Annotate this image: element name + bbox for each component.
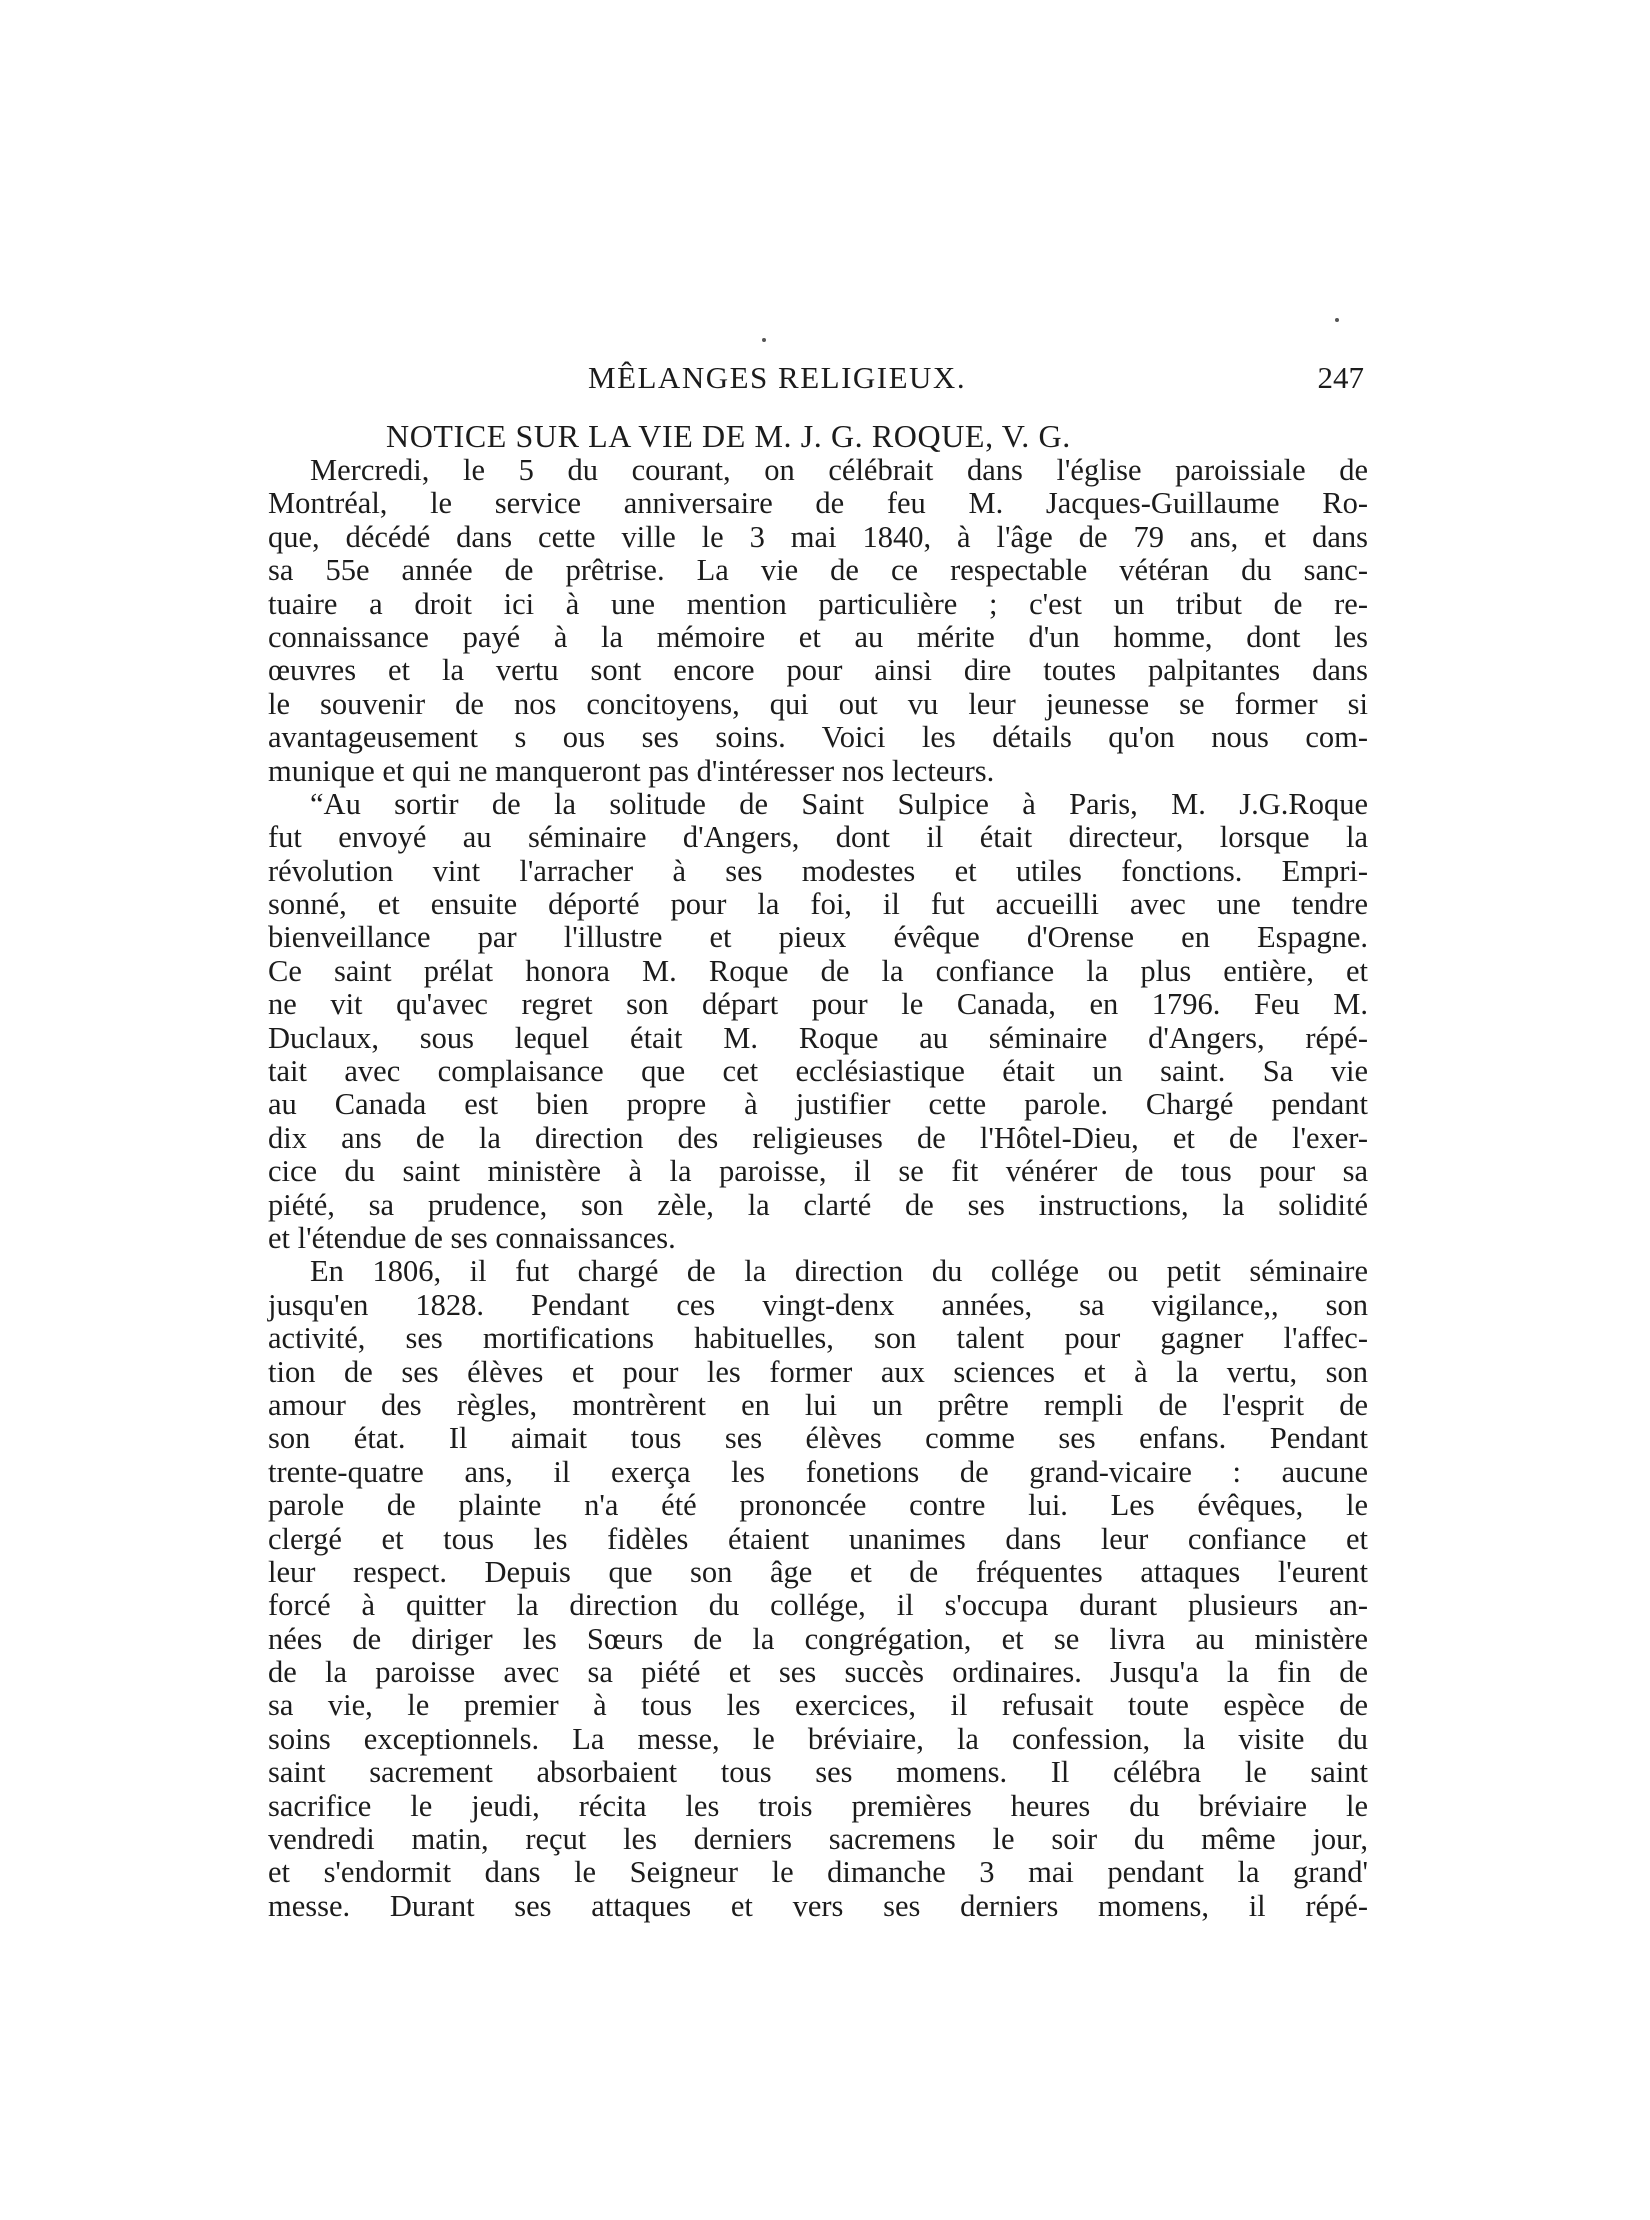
text-line: fut envoyé au séminaire d'Angers, dont il était directeur, lorsque la — [268, 820, 1368, 855]
text-line: trente-quatre ans, il exerça les fonetions de grand-vicaire : aucune — [268, 1454, 1368, 1489]
text-line: nées de diriger les Sœurs de la congrégation, et se livra au ministère — [268, 1621, 1368, 1656]
text-line: Ce saint prélat honora M. Roque de la confiance la plus entière, et — [268, 953, 1368, 988]
text-line: sa 55e année de prêtrise. La vie de ce respectable vétéran du sanc- — [268, 553, 1368, 588]
text-line: Duclaux, sous lequel était M. Roque au séminaire d'Angers, répé- — [268, 1020, 1368, 1055]
text-line: activité, ses mortifications habituelles, son talent pour gagner l'affec- — [268, 1321, 1368, 1356]
ink-speck — [1335, 318, 1339, 322]
text-line: œuvres et la vertu sont encore pour ainsi dire toutes palpitantes dans — [268, 653, 1368, 688]
text-line: de la paroisse avec sa piété et ses succès ordinaires. Jusqu'a la fin de — [268, 1655, 1368, 1690]
text-line: forcé à quitter la direction du collége, il s'occupa durant plusieurs an- — [268, 1588, 1368, 1623]
text-line: “Au sortir de la solitude de Saint Sulpice à Paris, M. J.G.Roque — [310, 786, 1368, 821]
text-line: parole de plainte n'a été prononcée contre lui. Les évêques, le — [268, 1488, 1368, 1523]
text-line: et l'étendue de ses connaissances. — [268, 1220, 676, 1255]
text-line: jusqu'en 1828. Pendant ces vingt-denx années, sa vigilance,, son — [268, 1287, 1368, 1322]
text-line: soins exceptionnels. La messe, le bréviaire, la confession, la visite du — [268, 1721, 1368, 1756]
text-line: révolution vint l'arracher à ses modestes et utiles fonctions. Empri- — [268, 853, 1368, 888]
text-line: que, décédé dans cette ville le 3 mai 1840, à l'âge de 79 ans, et dans — [268, 519, 1368, 554]
article-body — [268, 418, 1368, 1923]
text-line: tion de ses élèves et pour les former aux sciences et à la vertu, son — [268, 1354, 1368, 1389]
notice-title: NOTICE SUR LA VIE DE M. J. G. ROQUE, V. G. — [386, 418, 1071, 454]
text-line: ne vit qu'avec regret son départ pour le Canada, en 1796. Feu M. — [268, 987, 1368, 1022]
text-line: son état. Il aimait tous ses élèves comme ses enfans. Pendant — [268, 1421, 1368, 1456]
text-line: vendredi matin, reçut les derniers sacremens le soir du même jour, — [268, 1822, 1368, 1857]
text-line: le souvenir de nos concitoyens, qui out vu leur jeunesse se former si — [268, 686, 1368, 721]
text-line: bienveillance par l'illustre et pieux évêque d'Orense en Espagne. — [268, 920, 1368, 955]
ink-speck — [762, 338, 766, 342]
page-number: 247 — [1317, 360, 1364, 395]
text-line: leur respect. Depuis que son âge et de fréquentes attaques l'eurent — [268, 1554, 1368, 1589]
text-line: sonné, et ensuite déporté pour la foi, il fut accueilli avec une tendre — [268, 887, 1368, 922]
text-line: Mercredi, le 5 du courant, on célébrait dans l'église paroissiale de — [310, 453, 1368, 487]
text-line: tuaire a droit ici à une mention particulière ; c'est un tribut de re- — [268, 586, 1368, 621]
text-line: Montréal, le service anniversaire de feu M. Jacques-Guillaume Ro- — [268, 486, 1368, 521]
text-line: saint sacrement absorbaient tous ses momens. Il célébra le saint — [268, 1755, 1368, 1790]
text-line: sacrifice le jeudi, récita les trois premières heures du bréviaire le — [268, 1788, 1368, 1823]
running-head — [268, 360, 1378, 404]
text-line: munique et qui ne manqueront pas d'intéresser nos lecteurs. — [268, 753, 995, 788]
text-line: tait avec complaisance que cet ecclésiastique était un saint. Sa vie — [268, 1054, 1368, 1089]
text-line: piété, sa prudence, son zèle, la clarté de ses instructions, la solidité — [268, 1187, 1368, 1222]
text-line: avantageusement s ous ses soins. Voici les détails qu'on nous com- — [268, 720, 1368, 755]
text-line: connaissance payé à la mémoire et au mérite d'un homme, dont les — [268, 619, 1368, 654]
text-line: dix ans de la direction des religieuses de l'Hôtel-Dieu, et de l'exer- — [268, 1120, 1368, 1155]
text-line: et s'endormit dans le Seigneur le dimanche 3 mai pendant la grand' — [268, 1855, 1368, 1890]
running-title: MÊLANGES RELIGIEUX. — [588, 360, 967, 395]
text-line: En 1806, il fut chargé de la direction du collége ou petit séminaire — [310, 1254, 1368, 1289]
text-line: amour des règles, montrèrent en lui un prêtre rempli de l'esprit de — [268, 1387, 1368, 1422]
text-line: clergé et tous les fidèles étaient unanimes dans leur confiance et — [268, 1521, 1368, 1556]
text-line: cice du saint ministère à la paroisse, il se fit vénérer de tous pour sa — [268, 1154, 1368, 1189]
text-line: messe. Durant ses attaques et vers ses derniers momens, il répé- — [268, 1888, 1368, 1923]
text-line: au Canada est bien propre à justifier cette parole. Chargé pendant — [268, 1087, 1368, 1122]
text-line: sa vie, le premier à tous les exercices, il refusait toute espèce de — [268, 1688, 1368, 1723]
